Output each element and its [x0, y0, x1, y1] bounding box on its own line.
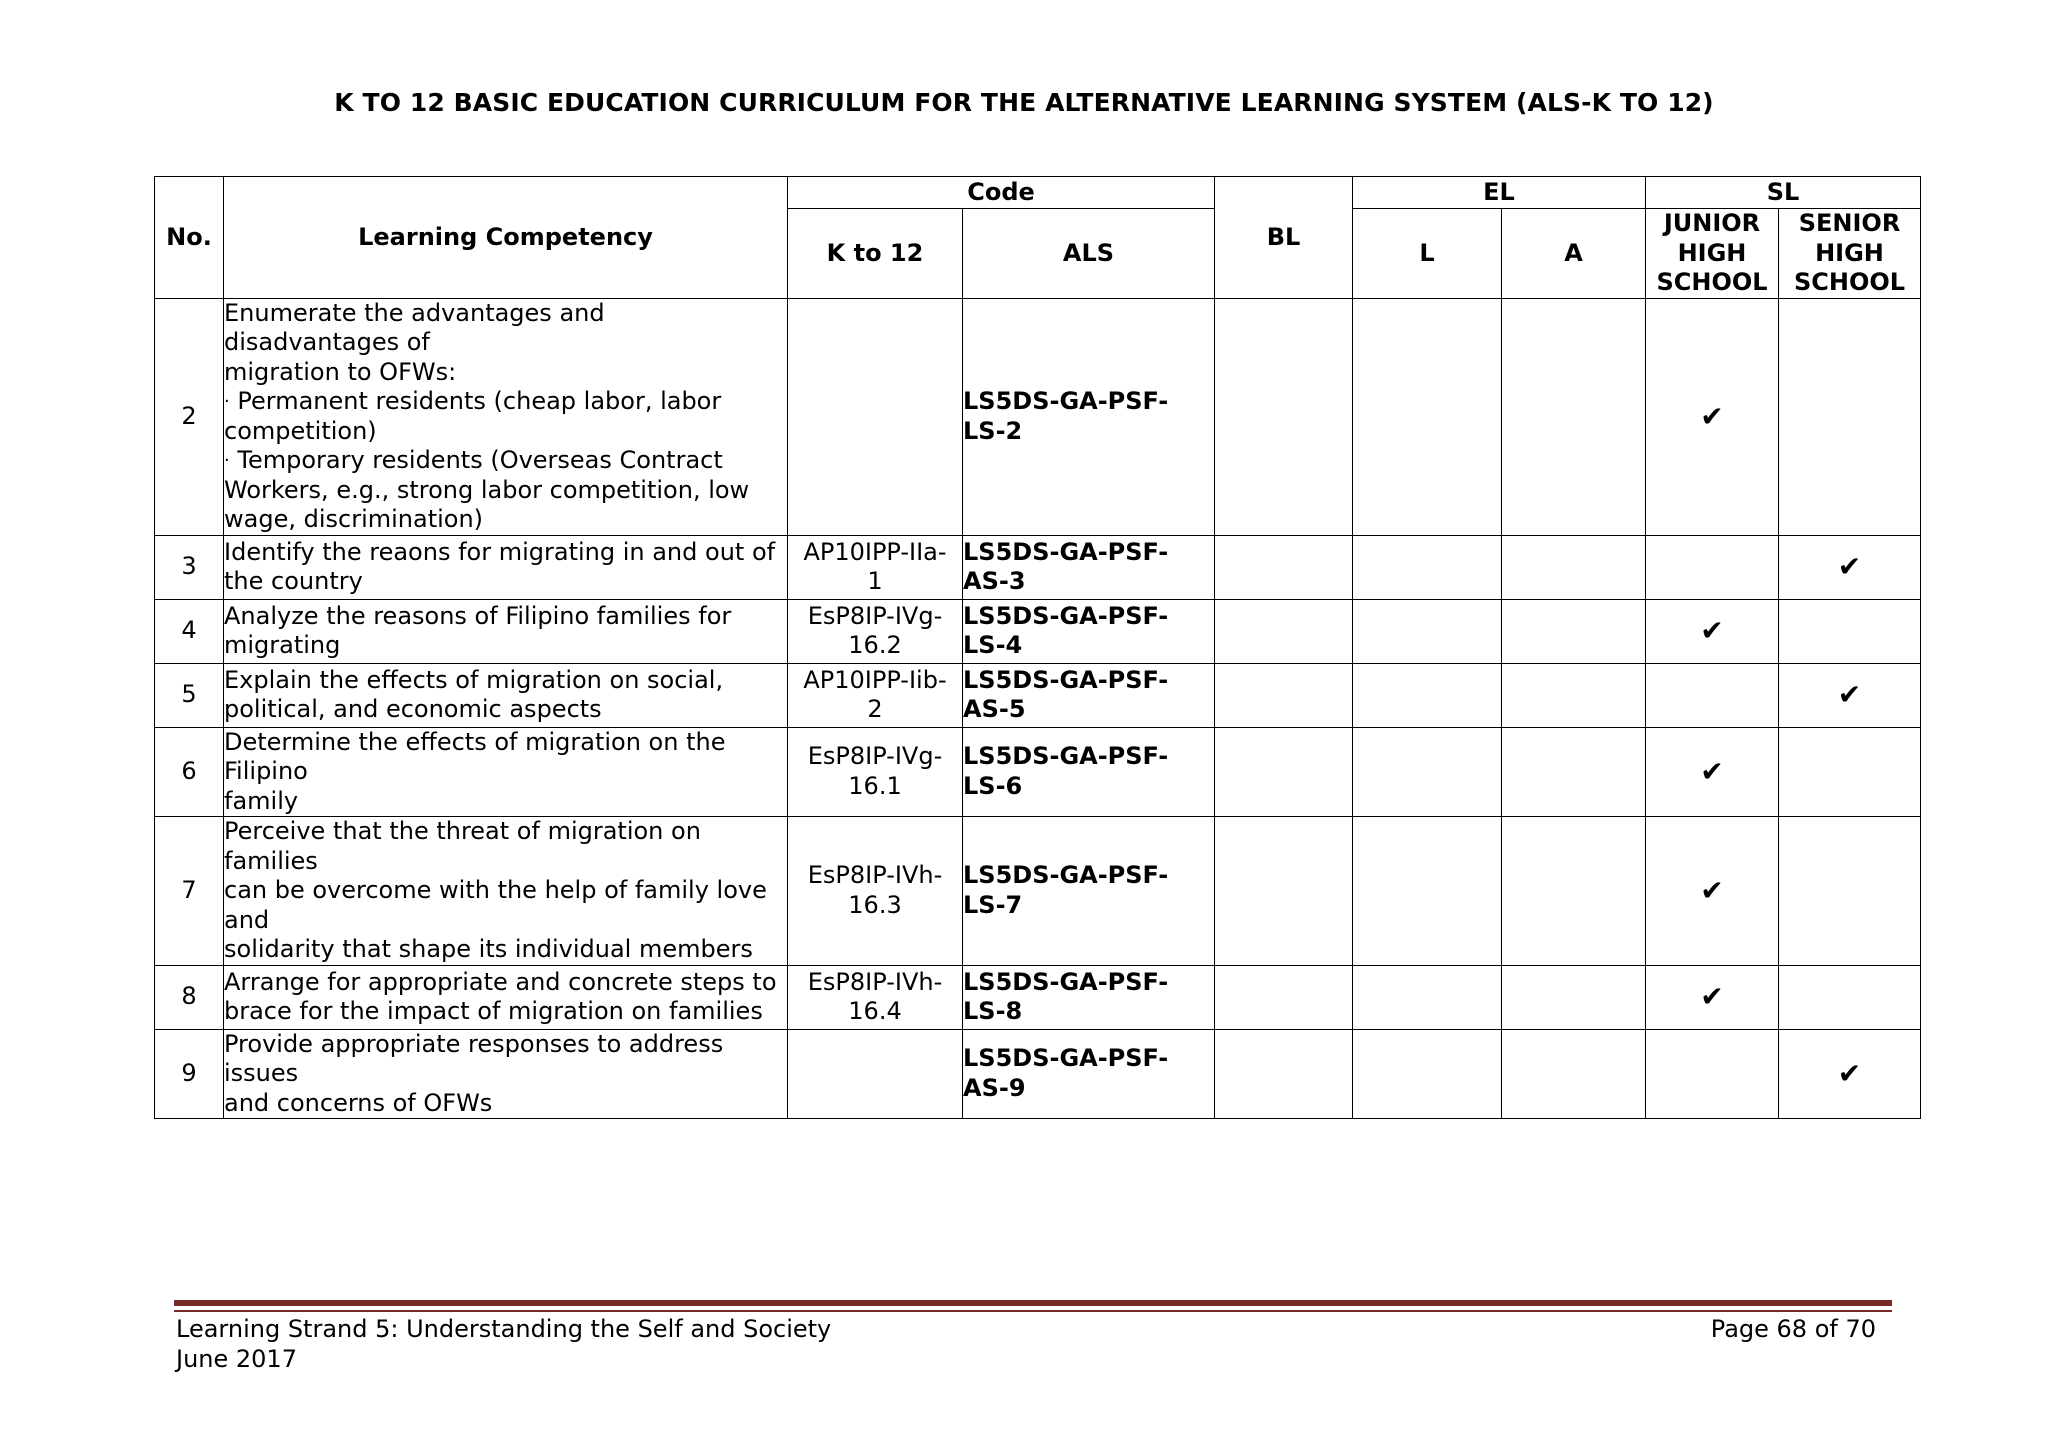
k-to-12-code-line: EsP8IP-IVg- — [807, 742, 943, 771]
als-code-cell — [963, 965, 1215, 1029]
als-code-line: LS5DS-GA-PSF- — [963, 387, 1169, 415]
footer-page-number: Page 68 of 70 — [1710, 1315, 1876, 1343]
competency-line: and concerns of OFWs — [224, 1088, 493, 1117]
junior-high-cell — [1646, 535, 1779, 599]
bullet-text: Temporary residents (Overseas Contract — [237, 446, 723, 474]
header-jhs-line: HIGH — [1677, 238, 1747, 267]
el-a-cell — [1502, 727, 1646, 817]
header-junior-high-school — [1646, 209, 1779, 299]
el-a-cell — [1502, 535, 1646, 599]
k-to-12-code-cell — [788, 965, 963, 1029]
als-code-cell — [963, 817, 1215, 966]
check-icon: ✔ — [1700, 874, 1724, 907]
junior-high-cell — [1646, 965, 1779, 1029]
senior-high-cell — [1779, 599, 1921, 663]
bl-cell — [1215, 535, 1353, 599]
el-l-cell — [1353, 298, 1502, 535]
k-to-12-code-line: 16.3 — [848, 890, 902, 919]
bl-cell — [1215, 817, 1353, 966]
bl-cell — [1215, 1029, 1353, 1119]
header-jhs-line: JUNIOR — [1663, 209, 1761, 237]
learning-competency-cell — [224, 663, 788, 727]
row-number: 7 — [155, 817, 224, 966]
learning-competency-cell — [224, 599, 788, 663]
junior-high-cell — [1646, 817, 1779, 966]
als-code-line: LS5DS-GA-PSF- — [963, 861, 1169, 890]
junior-high-cell — [1646, 1029, 1779, 1119]
footer-date: June 2017 — [176, 1345, 297, 1373]
senior-high-cell — [1779, 298, 1921, 535]
header-learning-competency: Learning Competency — [224, 177, 788, 299]
als-code-line: LS-2 — [963, 416, 1023, 445]
als-code-line: LS5DS-GA-PSF- — [963, 665, 1169, 694]
competency-line: Perceive that the threat of migration on families — [224, 817, 701, 875]
competency-line: Arrange for appropriate and concrete steps to — [224, 967, 777, 996]
junior-high-cell — [1646, 663, 1779, 727]
als-code-cell — [963, 599, 1215, 663]
k-to-12-code-line: 16.4 — [848, 997, 902, 1025]
bullet-text: Workers, e.g., strong labor competition, low — [224, 475, 750, 504]
k-to-12-code-cell — [788, 535, 963, 599]
footer-left — [176, 1314, 831, 1374]
table-row — [155, 727, 1921, 817]
als-code-line: LS5DS-GA-PSF- — [963, 601, 1169, 630]
table-body — [155, 298, 1921, 1119]
senior-high-cell — [1779, 965, 1921, 1029]
competency-line: migrating — [224, 631, 341, 659]
als-code-line: LS5DS-GA-PSF- — [963, 742, 1169, 771]
als-code-line: LS5DS-GA-PSF- — [963, 1044, 1169, 1073]
header-k-to-12: K to 12 — [788, 209, 963, 299]
row-number: 8 — [155, 965, 224, 1029]
row-number: 5 — [155, 663, 224, 727]
header-a: A — [1502, 209, 1646, 299]
bullet-text: wage, discrimination) — [224, 505, 484, 533]
k-to-12-code-line: 16.1 — [848, 771, 902, 800]
check-icon: ✔ — [1700, 614, 1724, 648]
table-row — [155, 817, 1921, 966]
senior-high-cell — [1779, 1029, 1921, 1119]
als-code-line: AS-3 — [963, 567, 1026, 595]
competency-line: Determine the effects of migration on the Filipino — [224, 727, 726, 785]
als-code-line: LS-4 — [963, 631, 1023, 659]
check-icon: ✔ — [1700, 980, 1724, 1014]
header-no: No. — [155, 177, 224, 299]
k-to-12-code-cell — [788, 298, 963, 535]
als-code-cell — [963, 727, 1215, 817]
competency-line: political, and economic aspects — [224, 695, 602, 723]
competency-line: brace for the impact of migration on families — [224, 997, 763, 1025]
el-a-cell — [1502, 298, 1646, 535]
el-a-cell — [1502, 599, 1646, 663]
k-to-12-code-cell — [788, 727, 963, 817]
table-row — [155, 298, 1921, 535]
bl-cell — [1215, 965, 1353, 1029]
competency-bullet-line — [224, 417, 787, 447]
el-l-cell — [1353, 599, 1502, 663]
als-code-line: LS-7 — [963, 890, 1023, 919]
competency-line: the country — [224, 567, 363, 595]
bl-cell — [1215, 663, 1353, 727]
competency-line: Enumerate the advantages and disadvantages of — [224, 298, 605, 356]
junior-high-cell — [1646, 599, 1779, 663]
el-l-cell — [1353, 817, 1502, 966]
header-shs-line: SCHOOL — [1793, 268, 1906, 296]
learning-competency-cell — [224, 817, 788, 966]
competency-line: Identify the reaons for migrating in and out of — [224, 537, 776, 566]
k-to-12-code-line: EsP8IP-IVg- — [807, 601, 943, 630]
competency-bullet-line — [224, 505, 787, 535]
header-als: ALS — [963, 209, 1215, 299]
bullet-text: competition) — [224, 416, 377, 445]
competency-line: Provide appropriate responses to address issues — [224, 1029, 724, 1087]
senior-high-cell — [1779, 535, 1921, 599]
header-sl: SL — [1646, 177, 1921, 209]
page-title: K TO 12 BASIC EDUCATION CURRICULUM FOR THE ALTERNATIVE LEARNING SYSTEM (ALS-K TO 12) — [334, 88, 1714, 117]
footer-strand: Learning Strand 5: Understanding the Self and Society — [176, 1315, 832, 1343]
k-to-12-code-cell — [788, 663, 963, 727]
table-row — [155, 599, 1921, 663]
footer-rule-thin — [174, 1310, 1892, 1312]
row-number: 9 — [155, 1029, 224, 1119]
header-el: EL — [1353, 177, 1646, 209]
check-icon: ✔ — [1837, 550, 1862, 584]
senior-high-cell — [1779, 663, 1921, 727]
check-icon: ✔ — [1837, 678, 1862, 712]
learning-competency-cell — [224, 727, 788, 817]
bl-cell — [1215, 727, 1353, 817]
el-a-cell — [1502, 1029, 1646, 1119]
k-to-12-code-line: 2 — [867, 695, 883, 723]
k-to-12-code-cell — [788, 599, 963, 663]
als-code-cell — [963, 535, 1215, 599]
als-code-cell — [963, 663, 1215, 727]
header-senior-high-school — [1779, 209, 1921, 299]
k-to-12-code-line: 16.2 — [848, 631, 902, 659]
als-code-line: LS5DS-GA-PSF- — [963, 537, 1169, 566]
als-code-line: LS5DS-GA-PSF- — [963, 967, 1169, 996]
header-shs-line: HIGH — [1815, 238, 1884, 267]
junior-high-cell — [1646, 727, 1779, 817]
el-a-cell — [1502, 965, 1646, 1029]
learning-competency-cell — [224, 965, 788, 1029]
header-l: L — [1353, 209, 1502, 299]
table-row — [155, 1029, 1921, 1119]
competency-line: can be overcome with the help of family love and — [224, 876, 767, 934]
senior-high-cell — [1779, 727, 1921, 817]
footer-rule-thick — [174, 1300, 1892, 1306]
als-code-line: AS-9 — [963, 1073, 1026, 1102]
learning-competency-cell — [224, 1029, 788, 1119]
el-l-cell — [1353, 535, 1502, 599]
competency-line: Analyze the reasons of Filipino families for — [224, 601, 732, 630]
als-code-cell — [963, 1029, 1215, 1119]
k-to-12-code-line: 1 — [867, 567, 883, 595]
competency-line: migration to OFWs: — [224, 357, 457, 386]
el-l-cell — [1353, 727, 1502, 817]
table-row — [155, 965, 1921, 1029]
k-to-12-code-cell — [788, 1029, 963, 1119]
check-icon: ✔ — [1700, 755, 1724, 788]
k-to-12-code-line: AP10IPP-IIa- — [803, 537, 947, 566]
bullet-text: Permanent residents (cheap labor, labor — [237, 387, 722, 415]
header-shs-line: SENIOR — [1798, 209, 1901, 237]
row-number: 6 — [155, 727, 224, 817]
check-icon: ✔ — [1700, 399, 1724, 433]
senior-high-cell — [1779, 817, 1921, 966]
bullet-icon: · — [224, 450, 230, 471]
als-code-line: LS-8 — [963, 997, 1023, 1025]
k-to-12-code-line: EsP8IP-IVh- — [807, 861, 943, 890]
el-l-cell — [1353, 663, 1502, 727]
bullet-icon: · — [224, 391, 230, 412]
k-to-12-code-cell — [788, 817, 963, 966]
learning-competency-cell — [224, 535, 788, 599]
row-number: 2 — [155, 298, 224, 535]
bl-cell — [1215, 298, 1353, 535]
competency-line: solidarity that shape its individual members — [224, 935, 753, 963]
el-l-cell — [1353, 965, 1502, 1029]
table-row — [155, 535, 1921, 599]
bl-cell — [1215, 599, 1353, 663]
als-code-cell — [963, 298, 1215, 535]
competency-bullet-line — [224, 476, 787, 506]
row-number: 4 — [155, 599, 224, 663]
learning-competency-cell — [224, 298, 788, 535]
el-l-cell — [1353, 1029, 1502, 1119]
row-number: 3 — [155, 535, 224, 599]
competency-line: family — [224, 786, 299, 815]
junior-high-cell — [1646, 298, 1779, 535]
table-row — [155, 663, 1921, 727]
el-a-cell — [1502, 817, 1646, 966]
competency-bullet-line — [224, 387, 787, 417]
k-to-12-code-line: EsP8IP-IVh- — [807, 967, 943, 996]
check-icon: ✔ — [1837, 1057, 1862, 1090]
el-a-cell — [1502, 663, 1646, 727]
als-code-line: AS-5 — [963, 695, 1026, 723]
header-jhs-line: SCHOOL — [1656, 268, 1768, 296]
competency-bullet-line — [224, 446, 787, 476]
k-to-12-code-line: AP10IPP-Iib- — [803, 665, 947, 694]
competency-table — [154, 176, 1921, 1119]
header-code: Code — [788, 177, 1215, 209]
als-code-line: LS-6 — [963, 771, 1023, 800]
competency-line: Explain the effects of migration on social, — [224, 665, 724, 694]
header-bl: BL — [1215, 177, 1353, 299]
